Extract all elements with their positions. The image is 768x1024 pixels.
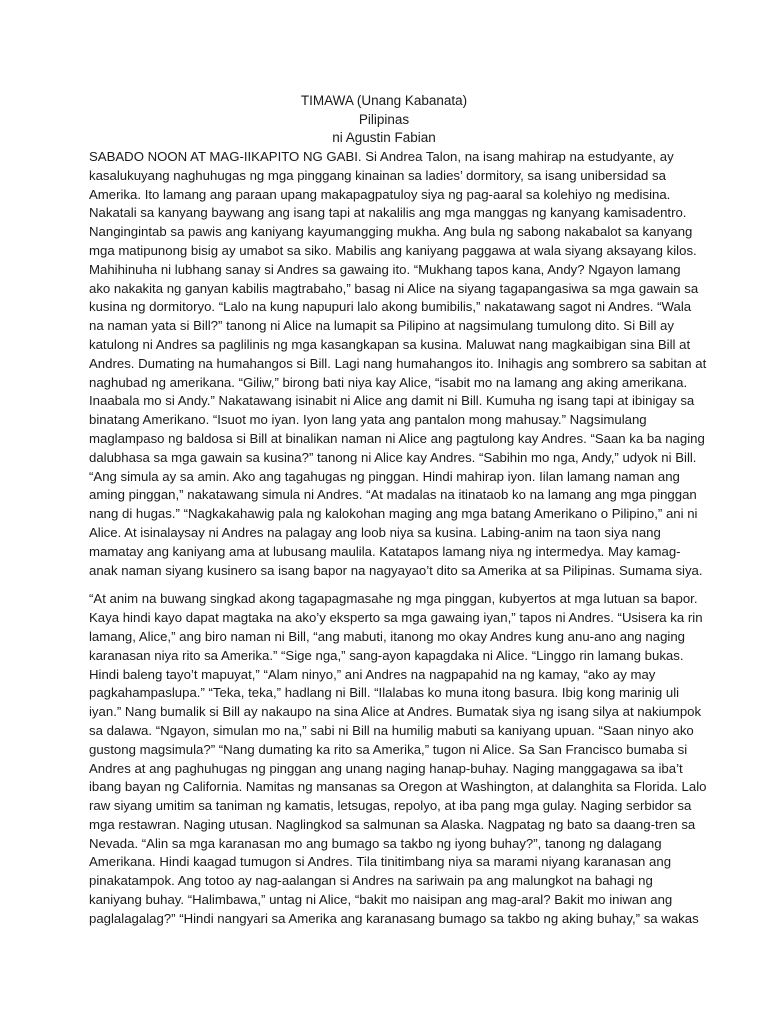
title-block	[0, 92, 768, 148]
text-line: iyan.” Nang bumalik si Bill ay nakaupo na sina Alice at Andres. Bumatak siya ng isang silya at nakiumpok	[89, 704, 702, 720]
text-line: “At anim na buwang singkad akong tagapagmasahe ng mga pinggan, kubyertos at mga lutuan sa bapor.	[89, 591, 698, 607]
text-line: Nangingintab sa pawis ang kaniyang kayumangging mukha. Ang bula ng sabong nakabalot sa kanyang	[89, 224, 693, 240]
text-line: mga restawran. Naging utusan. Naglingkod sa salmunan sa Alaska. Nagpatag ng bato sa daang-tren sa	[89, 816, 696, 832]
text-line: raw siyang umitim sa taniman ng kamatis, letsugas, repolyo, at iba pang mga gulay. Naging serbidor sa	[89, 798, 692, 814]
text-line: kusina ng dormitoryo. “Lalo na kung napupuri lalo akong bumibilis,” nakatawang sagot ni Andres. “Wala	[89, 299, 692, 315]
paragraph-2	[89, 590, 707, 928]
text-line: Nakatali sa kanyang baywang ang isang tapi at nakalilis ang mga manggas ng kanyang kamisadentro.	[89, 205, 687, 221]
text-line: binatang Amerikano. “Isuot mo iyan. Iyon lang yata ang pantalon mong mahusay.” Nagsimulang	[89, 412, 647, 428]
text-line: naghubad ng amerikana. “Giliw,” birong bati niya kay Alice, “isabit mo na lamang ang aking amerikana.	[89, 374, 688, 390]
text-line: maglampaso ng baldosa si Bill at binalikan naman ni Alice ang pagtulong kay Andres. “Saan ka ba naging	[89, 430, 705, 446]
text-line: karanasan niya rito sa Amerika.” “Sige nga,” sang-ayon kapagdaka ni Alice. “Linggo rin lamang bukas.	[89, 647, 684, 663]
text-line: kaniyang buhay. “Halimbawa,” untag ni Alice, “bakit mo naisipan ang mag-aral? Bakit mo iniwan ang	[89, 892, 673, 908]
text-line: na naman yata si Bill?” tanong ni Alice na lumapit sa Pilipino at nagsimulang tumulong dito. Si Bill ay	[89, 318, 674, 334]
text-line: mga matipunong bisig ay umabot sa siko. Mabilis ang kaniyang paggawa at wala siyang aksayang kilos.	[89, 242, 697, 258]
document-body	[89, 148, 707, 929]
text-line: Kaya hindi kayo dapat magtaka na ako’y eksperto sa mga gawaing iyan,” tapos ni Andres. “Usisera ka rin	[89, 610, 703, 626]
text-line: pinakatampok. Ang totoo ay nag-aalangan si Andres na sariwain pa ang malungkot na bahagi ng	[89, 873, 653, 889]
text-line: anak naman siyang kusinero sa isang bapor na nagyayao’t dito sa Amerika at sa Pilipinas. Sumama siya.	[89, 562, 703, 578]
text-line: sa dalawa. “Ngayon, simulan mo na,” sabi ni Bill na humilig mabuti sa kaniyang upuan. “Saan ninyo ako	[89, 722, 694, 738]
text-line: nang di hugas.” “Nagkakahawig pala ng kalokohan maging ang mga batang Amerikano o Pilipino,” ani ni	[89, 506, 698, 522]
text-line: “Ang simula ay sa amin. Ako ang tagahugas ng pinggan. Hindi mahirap iyon. Iilan lamang naman ang	[89, 468, 680, 484]
text-line: aming pinggan,” nakatawang simula ni Andres. “At madalas na itinataob ko na lamang ang mga pinggan	[89, 487, 697, 503]
text-line: lamang, Alice,” ang biro naman ni Bill, “ang mabuti, itanong mo okay Andres kung anu-ano ang naging	[89, 628, 686, 644]
text-line: Amerika. Ito lamang ang paraan upang makapagpatuloy siya ng pag-aaral sa kolehiyo ng medisina.	[89, 186, 671, 202]
text-line: Andres. Dumating na humahangos si Bill. Lagi nang humahangos ito. Inihagis ang sombrero sa sabitan at	[89, 355, 707, 371]
text-line: mamatay ang kaniyang ama at lubusang maulila. Katatapos lamang niya ng intermedya. May kamag-	[89, 543, 681, 559]
text-line: Amerikana. Hindi kaagad tumugon si Andres. Tila tinitimbang niya sa marami niyang karanasan ang	[89, 854, 672, 870]
text-line: dalubhasa sa mga gawain sa kusina?” tanong ni Alice kay Andres. “Sabihin mo nga, Andy,” udyok ni Bill.	[89, 449, 697, 465]
text-line: Mahihinuha ni lubhang sanay si Andres sa gawaing ito. “Mukhang tapos kana, Andy? Ngayon lamang	[89, 261, 681, 277]
document-author: ni Agustin Fabian	[332, 130, 436, 146]
text-line: Inaabala mo si Andy.” Nakatawang isinabit ni Alice ang damit ni Bill. Kumuha ng isang tapi at ibinigay sa	[89, 393, 695, 409]
document-title: TIMAWA (Unang Kabanata)	[300, 93, 468, 108]
paragraph-1	[89, 148, 707, 580]
text-line: Andres at ang paghuhugas ng pinggan ang unang naging hanap-buhay. Naging manggagawa sa iba’t	[89, 760, 683, 776]
text-line: SABADO NOON AT MAG-IIKAPITO NG GABI. Si Andrea Talon, na isang mahirap na estudyante, ay	[89, 149, 674, 164]
text-line: Hindi baleng tayo’t mapuyat,” “Alam ninyo,” ani Andres na nagpapahid na ng kamay, “ako ay may	[89, 666, 656, 682]
text-line: ibang bayan ng California. Namitas ng mansanas sa Oregon at Washington, at dalanghita sa Florida. Lalo	[89, 779, 707, 795]
text-line: gustong magsimula?” “Nang dumating ka rito sa Amerika,” tugon ni Alice. Sa San Francisco bumaba si	[89, 741, 688, 757]
document-subtitle: Pilipinas	[358, 111, 410, 127]
text-line: kasalukuyang naghuhugas ng mga pinggang kinainan sa ladies’ dormitory, sa isang unibersidad sa	[89, 167, 666, 183]
text-line: pagkahampaslupa.” “Teka, teka,” hadlang ni Bill. “Ilalabas ko muna itong basura. Ibig kong marinig uli	[89, 685, 680, 701]
text-line: ako nakakita ng ganyan kabilis magtrabaho,” basag ni Alice na siyang tagapangasiwa sa mga gawain sa	[89, 280, 699, 296]
text-line: katulong ni Andres sa paglilinis ng mga kasangkapan sa kusina. Maluwat nang magkaibigan sina Bill at	[89, 336, 691, 352]
text-line: paglalagalag?” “Hindi nangyari sa Amerika ang karanasang bumago sa takbo ng aking buhay,” sa wakas	[89, 910, 699, 926]
text-line: Alice. At isinalaysay ni Andres na palagay ang loob niya sa kusina. Labing-anim na taon siya nang	[89, 524, 661, 540]
text-line: Nevada. “Alin sa mga karanasan mo ang bumago sa takbo ng iyong buhay?”, tanong ng dalagang	[89, 835, 662, 851]
